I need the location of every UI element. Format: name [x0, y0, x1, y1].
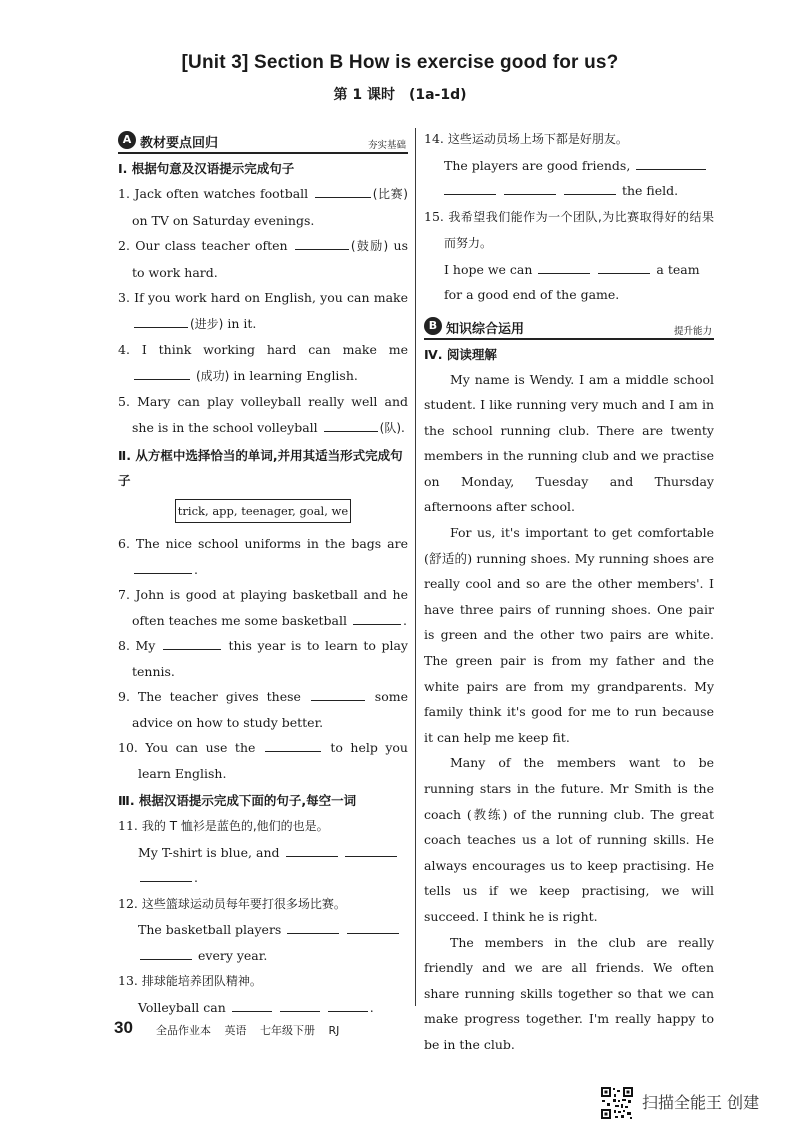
section-b-badge: B	[424, 317, 442, 335]
left-column	[118, 128, 408, 1020]
question-text: You can use the	[145, 740, 256, 755]
question-text: a good end of the game.	[466, 287, 620, 302]
section-b-title: 知识综合运用	[446, 321, 525, 337]
question-text: .	[194, 561, 198, 577]
answer-blank[interactable]	[265, 739, 321, 752]
question-text: Our class teacher often	[135, 238, 288, 253]
question-number: 11.	[118, 818, 138, 833]
answer-blank[interactable]	[134, 315, 188, 328]
question-number: 5.	[118, 394, 130, 409]
footer-subject: 英语	[224, 1024, 247, 1037]
page-number: 30	[114, 1018, 133, 1037]
reading-paragraph-1: My name is Wendy. I am a middle school student. I like running very much and I am in the school running club. There are twenty members in the running club and we practise on Monday, Tuesday and Thursday afternoons after school.	[424, 371, 714, 515]
answer-line-11	[118, 840, 408, 891]
part4-title: Ⅳ. 阅读理解	[424, 346, 497, 362]
question-text: every year.	[197, 947, 268, 963]
question-text: in it.	[227, 315, 257, 331]
question-number: 2.	[118, 238, 130, 253]
question-13	[118, 968, 408, 995]
answer-line-12	[118, 917, 408, 968]
question-8	[118, 633, 408, 684]
question-text: Volleyball can	[138, 999, 226, 1015]
scanner-watermark: 扫描全能王 创建	[642, 1093, 760, 1112]
question-5	[118, 389, 408, 441]
answer-blank[interactable]	[134, 367, 190, 380]
question-2	[118, 233, 408, 285]
question-text: The teacher gives these	[137, 689, 301, 704]
answer-blank[interactable]	[504, 182, 556, 195]
question-6	[118, 531, 408, 582]
question-text: work hard.	[148, 264, 218, 280]
question-text: on TV on Saturday evenings.	[132, 212, 315, 228]
hint-text: (队).	[379, 420, 405, 435]
answer-blank[interactable]	[324, 419, 378, 432]
hint-text: (成功)	[195, 368, 230, 383]
hint-text: (鼓励)	[350, 239, 389, 253]
question-text: The nice school uniforms in the bags are	[135, 536, 408, 551]
right-column	[424, 126, 714, 1058]
answer-blank[interactable]	[347, 921, 399, 934]
question-number: 8.	[118, 638, 130, 653]
section-a-badge: A	[118, 131, 136, 149]
hint-text: (比赛)	[372, 187, 408, 201]
part1-title: Ⅰ. 根据句意及汉语提示完成句子	[118, 161, 295, 176]
answer-blank[interactable]	[280, 999, 320, 1012]
question-text: I hope we can	[444, 261, 533, 277]
answer-line-13	[118, 995, 408, 1021]
answer-blank[interactable]	[232, 999, 272, 1012]
question-text: If you work hard on English, you can make	[134, 290, 408, 305]
question-1	[118, 181, 408, 233]
question-text: Jack often watches football	[134, 186, 309, 201]
footer-grade: 七年级下册	[260, 1024, 315, 1037]
question-number: 13.	[118, 973, 138, 988]
answer-blank[interactable]	[287, 921, 339, 934]
question-text: .	[194, 870, 198, 885]
question-7	[118, 582, 408, 633]
question-text: in learning English.	[233, 367, 358, 383]
reading-paragraph-3: Many of the members want to be running stars in the future. Mr Smith is the coach (教练) of the running club. The great coach teaches us a lot of running skills. He always encourages us to keep practising. He tells us if we keep practising, we will succeed. I think he is right.	[424, 755, 714, 924]
question-text: us to	[132, 238, 408, 280]
question-text: a team for	[444, 261, 700, 302]
answer-line-14	[424, 153, 714, 204]
chinese-prompt: 这些篮球运动员每年要打很多场比赛。	[141, 896, 346, 911]
question-text: this year is to learn to play tennis.	[132, 638, 408, 679]
answer-blank[interactable]	[163, 637, 221, 650]
part2-title: Ⅱ. 从方框中选择恰当的单词,并用其适当形式完成句子	[118, 448, 403, 488]
question-3	[118, 285, 408, 337]
question-text: John is good at playing basketball and he often teaches me some basketball	[132, 587, 408, 628]
question-text: some advice on how to study better.	[132, 689, 408, 730]
section-a-title: 教材要点回归	[140, 136, 219, 151]
question-10	[118, 735, 408, 786]
answer-blank[interactable]	[311, 688, 365, 701]
section-b-header	[424, 314, 714, 340]
section-a-tag: 夯实基础	[367, 140, 406, 151]
section-b-tag: 提升能力	[673, 325, 712, 337]
chinese-prompt: 排球能培养团队精神。	[141, 974, 262, 988]
question-9	[118, 684, 408, 735]
column-divider	[415, 128, 416, 1006]
question-12	[118, 891, 408, 918]
answer-blank[interactable]	[598, 261, 650, 274]
qr-code-icon	[600, 1086, 634, 1120]
footer-series: 全品作业本	[156, 1024, 211, 1037]
footer-info	[156, 1022, 349, 1038]
page-title: [Unit 3] Section B How is exercise good for us?	[181, 52, 619, 73]
question-text: .	[403, 612, 407, 628]
question-number: 10.	[118, 740, 138, 755]
reading-paragraph-2: For us, it's important to get comfortable (舒适的) running shoes. My running shoes are really cool and so are the other members'. I have three pairs of running shoes. One pair is green and the other two pairs are white. The green pair is from my father and the white pairs are from my grandparents. My family think it's good for me to run because it can help me keep fit.	[424, 525, 714, 745]
answer-blank[interactable]	[140, 869, 192, 882]
question-15	[424, 204, 714, 257]
answer-blank[interactable]	[564, 182, 616, 195]
question-number: 15.	[424, 208, 444, 224]
answer-blank[interactable]	[328, 999, 368, 1012]
question-number: 12.	[118, 895, 138, 911]
answer-line-15	[424, 257, 714, 308]
part3-title: Ⅲ. 根据汉语提示完成下面的句子,每空一词	[118, 793, 357, 808]
hint-text: (进步)	[190, 316, 224, 331]
section-a-header	[118, 128, 408, 154]
question-number: 9.	[118, 689, 130, 704]
answer-blank[interactable]	[353, 612, 401, 625]
chinese-prompt: 我希望我们能作为一个团队,为比赛取得好的结果而努力。	[444, 209, 714, 250]
question-text: The basketball players	[138, 922, 282, 937]
question-text: My T-shirt is blue, and	[138, 844, 280, 860]
answer-blank[interactable]	[315, 185, 371, 198]
answer-blank[interactable]	[295, 237, 349, 250]
question-11	[118, 813, 408, 840]
word-box: trick, app, teenager, goal, we	[175, 499, 351, 523]
lesson-subtitle: 第 1 课时 (1a-1d)	[333, 87, 467, 103]
chinese-prompt: 我的 T 恤衫是蓝色的,他们的也是。	[141, 819, 329, 833]
answer-blank[interactable]	[636, 157, 706, 170]
question-number: 14.	[424, 131, 444, 146]
question-number: 3.	[118, 290, 130, 305]
question-number: 1.	[118, 186, 130, 201]
question-14	[424, 126, 714, 153]
answer-blank[interactable]	[444, 182, 496, 195]
answer-blank[interactable]	[140, 947, 192, 960]
question-number: 4.	[118, 342, 130, 357]
reading-paragraph-4: The members in the club are really friendly and we are all friends. We often share running skills together so that we can make progress together. I'm really happy to be in the club.	[424, 934, 714, 1052]
question-text: .	[369, 999, 374, 1015]
question-4	[118, 337, 408, 389]
question-text: The players are good friends,	[444, 157, 631, 173]
question-text: Mary can play volleyball really well and she is in the school volleyball	[132, 394, 408, 435]
chinese-prompt: 这些运动员场上场下都是好朋友。	[447, 132, 628, 146]
answer-blank[interactable]	[538, 261, 590, 274]
answer-blank[interactable]	[134, 561, 192, 574]
footer-edition: RJ	[328, 1024, 340, 1037]
question-text: to help you learn English.	[138, 740, 408, 781]
answer-blank[interactable]	[286, 844, 338, 857]
question-text: the field.	[621, 183, 679, 198]
question-text: I think working hard can make me	[141, 342, 408, 357]
question-number: 7.	[118, 587, 130, 602]
answer-blank[interactable]	[345, 844, 397, 857]
question-number: 6.	[118, 536, 130, 551]
question-text: My	[135, 638, 156, 653]
